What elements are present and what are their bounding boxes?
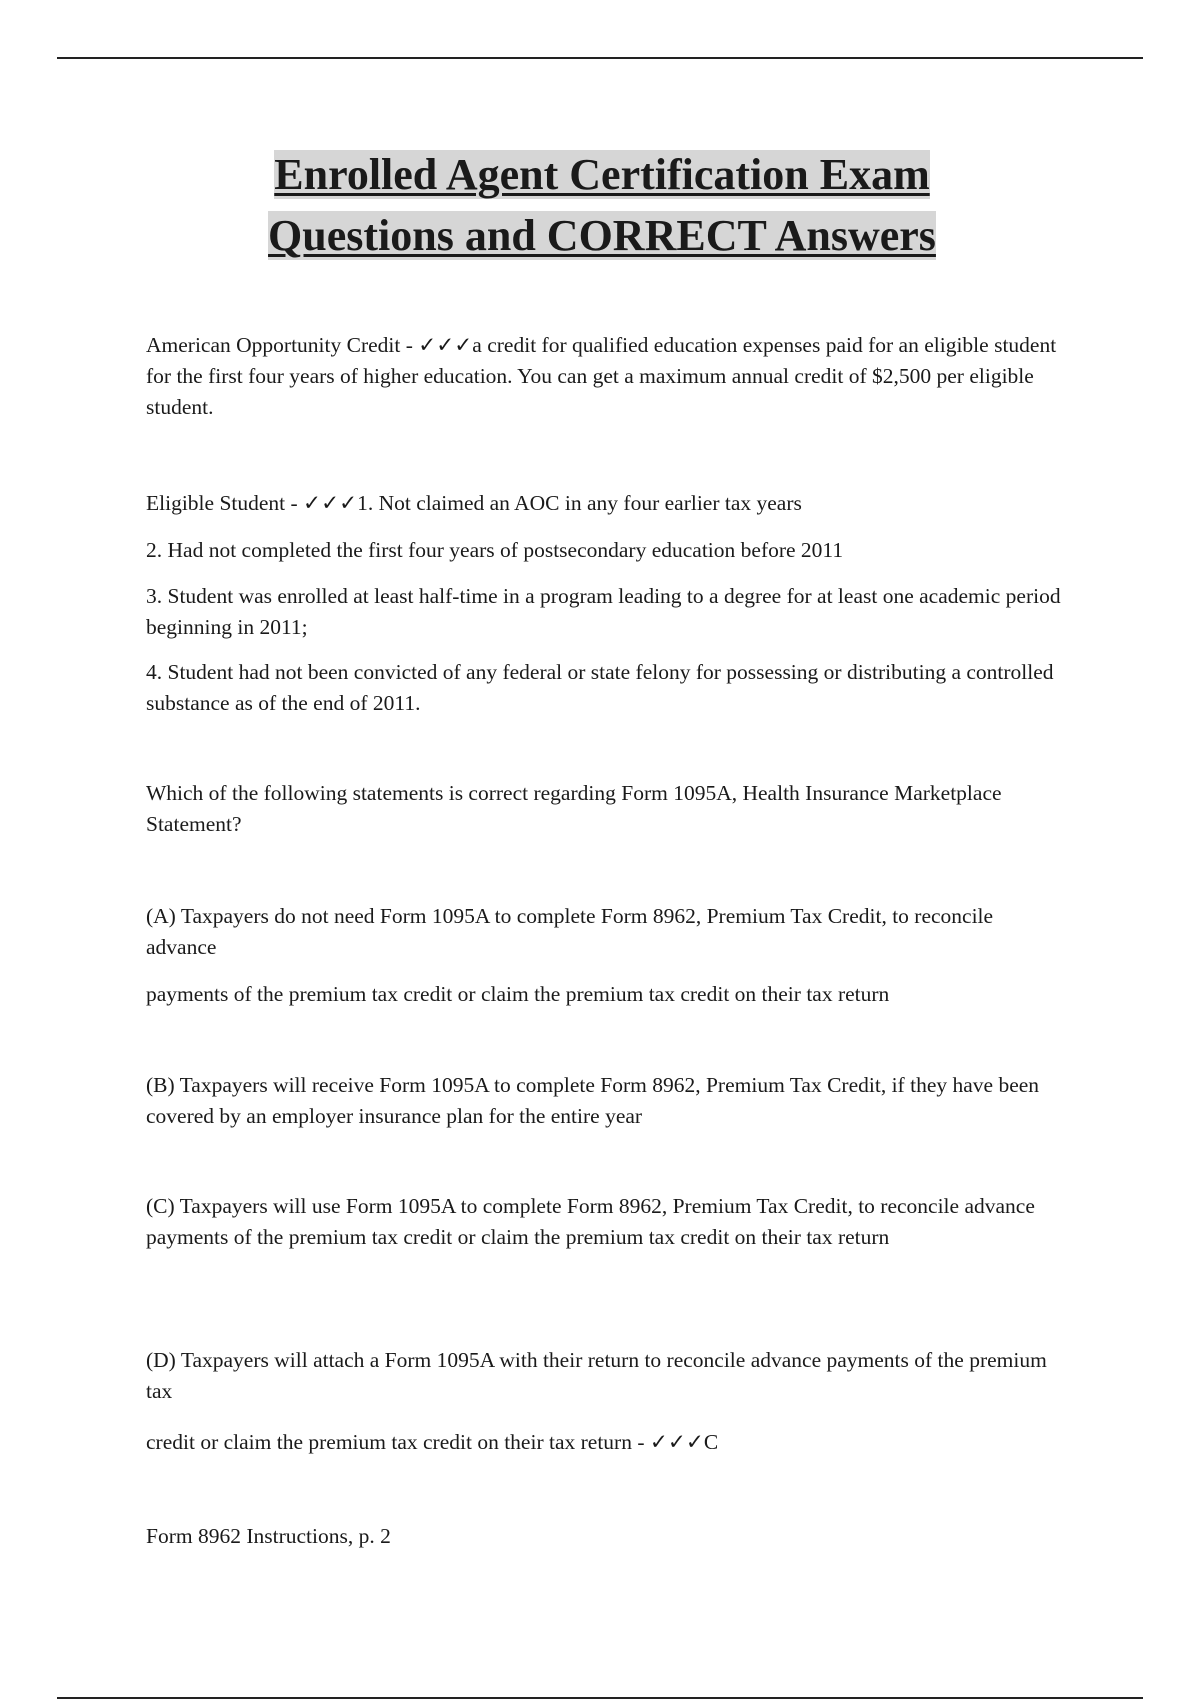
footer-rule [57,1697,1143,1699]
answer-option-d: (D) Taxpayers will attach a Form 1095A with their return to reconcile advance payments of the premium tax [146,1348,1047,1403]
question-text: Which of the following statements is correct regarding Form 1095A, Health Insurance Marketplace Statement? [146,781,1002,836]
definition-eligible-student: Eligible Student - ✓✓✓1. Not claimed an AOC in any four earlier tax years [146,491,802,515]
title-line-1: Enrolled Agent Certification Exam [274,150,930,199]
document-title [232,144,972,266]
reference-citation: Form 8962 Instructions, p. 2 [146,1524,391,1548]
answer-option-c: (C) Taxpayers will use Form 1095A to complete Form 8962, Premium Tax Credit, to reconcile advance payments of the premium tax credit or claim the premium tax credit on their tax return [146,1194,1035,1249]
definition-american-opportunity-credit: American Opportunity Credit - ✓✓✓a credit for qualified education expenses paid for an eligible student for the first four years of higher education. You can get a maximum annual credit of $2,500 per eligible student. [146,333,1057,419]
answer-option-a: (A) Taxpayers do not need Form 1095A to complete Form 8962, Premium Tax Credit, to reconcile advance [146,904,994,959]
answer-option-b: (B) Taxpayers will receive Form 1095A to complete Form 8962, Premium Tax Credit, if they have been covered by an employer insurance plan for the entire year [146,1073,1040,1128]
title-line-2: Questions and CORRECT Answers [268,211,936,260]
eligible-student-item-3: 3. Student was enrolled at least half-time in a program leading to a degree for at least one academic period beginning in 2011; [146,584,1061,639]
answer-option-a-continued: payments of the premium tax credit or claim the premium tax credit on their tax return [146,982,890,1006]
eligible-student-item-4: 4. Student had not been convicted of any federal or state felony for possessing or distributing a controlled substance as of the end of 2011. [146,660,1054,715]
header-rule [57,57,1143,59]
eligible-student-item-2: 2. Had not completed the first four years of postsecondary education before 2011 [146,538,844,562]
answer-option-d-continued: credit or claim the premium tax credit on their tax return - ✓✓✓C [146,1430,719,1454]
